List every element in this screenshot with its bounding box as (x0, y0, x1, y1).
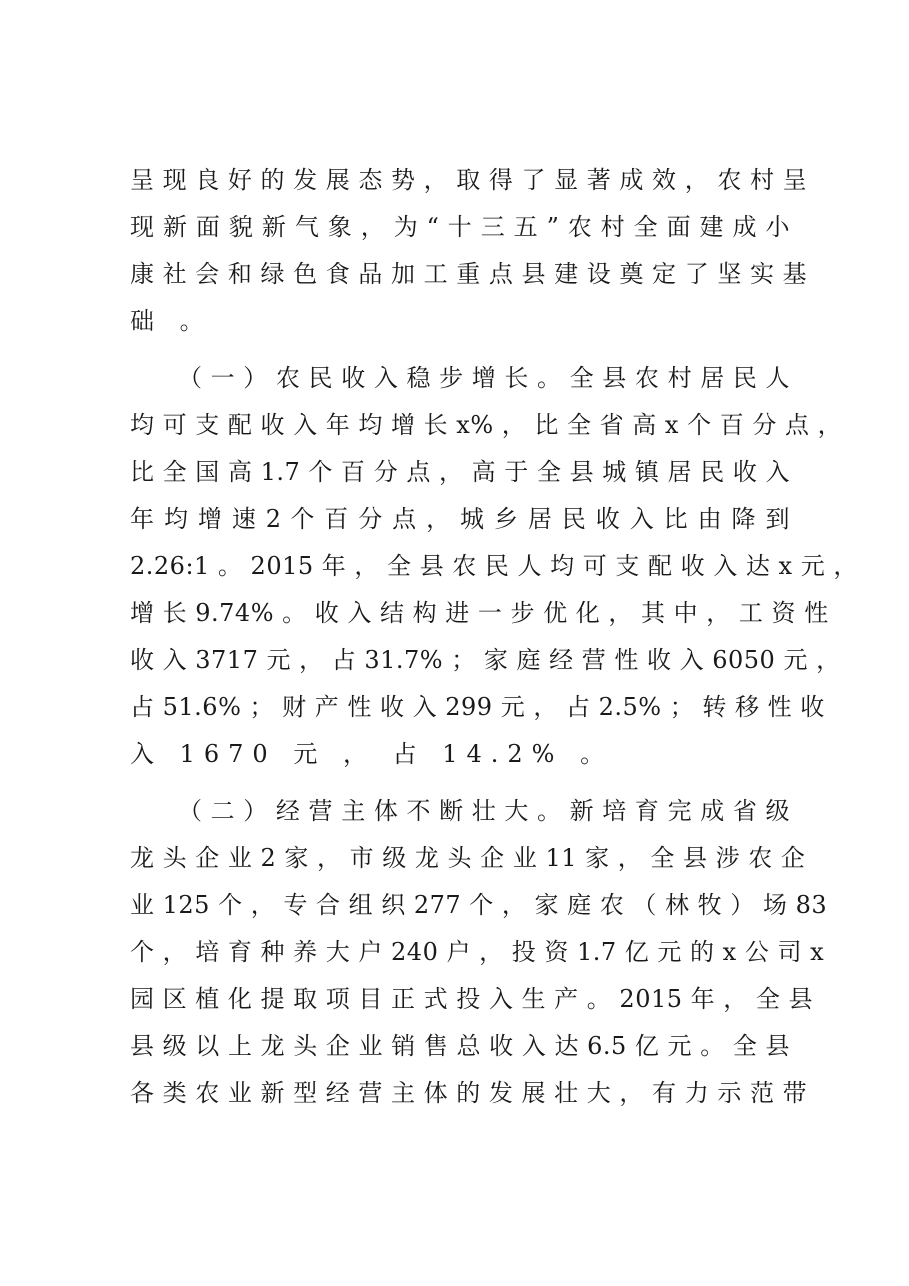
text-line: 入 1670 元 ， 占 14.2% 。 (130, 740, 614, 768)
text-line: 各 类 农 业 新 型 经 营 主 体 的 发 展 壮 大 ， 有 力 示 范 带 (130, 1079, 808, 1107)
text-line: 2.26:1 。 2015 年 ， 全 县 农 民 人 均 可 支 配 收 入 达 x 元 ， (130, 552, 858, 580)
text-line: 园 区 植 化 提 取 项 目 正 式 投 入 生 产 。 2015 年 ， 全 县 (130, 985, 814, 1013)
text-line: 础 。 (130, 307, 213, 335)
section-heading-line: （ 一 ） 农 民 收 入 稳 步 增 长 。 全 县 农 村 居 民 人 (178, 364, 790, 392)
text-line: 业 125 个 ， 专 合 组 织 277 个 ， 家 庭 农 （ 林 牧 ） 场 83 (130, 891, 828, 919)
text-line: 均 可 支 配 收 入 年 均 增 长 x% ， 比 全 省 高 x 个 百 分 点 ， (130, 411, 843, 439)
text-line: 县 级 以 上 龙 头 企 业 销 售 总 收 入 达 6.5 亿 元 。 全 县 (130, 1032, 790, 1060)
text-line: 康 社 会 和 绿 色 食 品 加 工 重 点 县 建 设 奠 定 了 坚 实 基 (130, 260, 808, 288)
text-line: 收 入 3717 元 ， 占 31.7% ； 家 庭 经 营 性 收 入 6050 元 ， (130, 646, 841, 674)
section-heading-line: （ 二 ） 经 营 主 体 不 断 壮 大 。 新 培 育 完 成 省 级 (178, 797, 790, 825)
text-line: 增 长 9.74% 。 收 入 结 构 进 一 步 优 化 ， 其 中 ， 工 资 性 (130, 599, 829, 627)
text-line: 龙 头 企 业 2 家 ， 市 级 龙 头 企 业 11 家 ， 全 县 涉 农 企 (130, 844, 806, 872)
text-line: 呈 现 良 好 的 发 展 态 势 ， 取 得 了 显 著 成 效 ， 农 村 呈 (130, 166, 808, 194)
text-line: 占 51.6% ； 财 产 性 收 入 299 元 ， 占 2.5% ； 转 移 性 收 (130, 693, 825, 721)
text-line: 个 ， 培 育 种 养 大 户 240 户 ， 投 资 1.7 亿 元 的 x 公 司 x (130, 938, 825, 966)
text-line: 现 新 面 貌 新 气 象 ， 为 “ 十 三 五 ” 农 村 全 面 建 成 小 (130, 213, 790, 241)
text-line: 年 均 增 速 2 个 百 分 点 ， 城 乡 居 民 收 入 比 由 降 到 (130, 505, 790, 533)
text-line: 比 全 国 高 1.7 个 百 分 点 ， 高 于 全 县 城 镇 居 民 收 入 (130, 458, 790, 486)
